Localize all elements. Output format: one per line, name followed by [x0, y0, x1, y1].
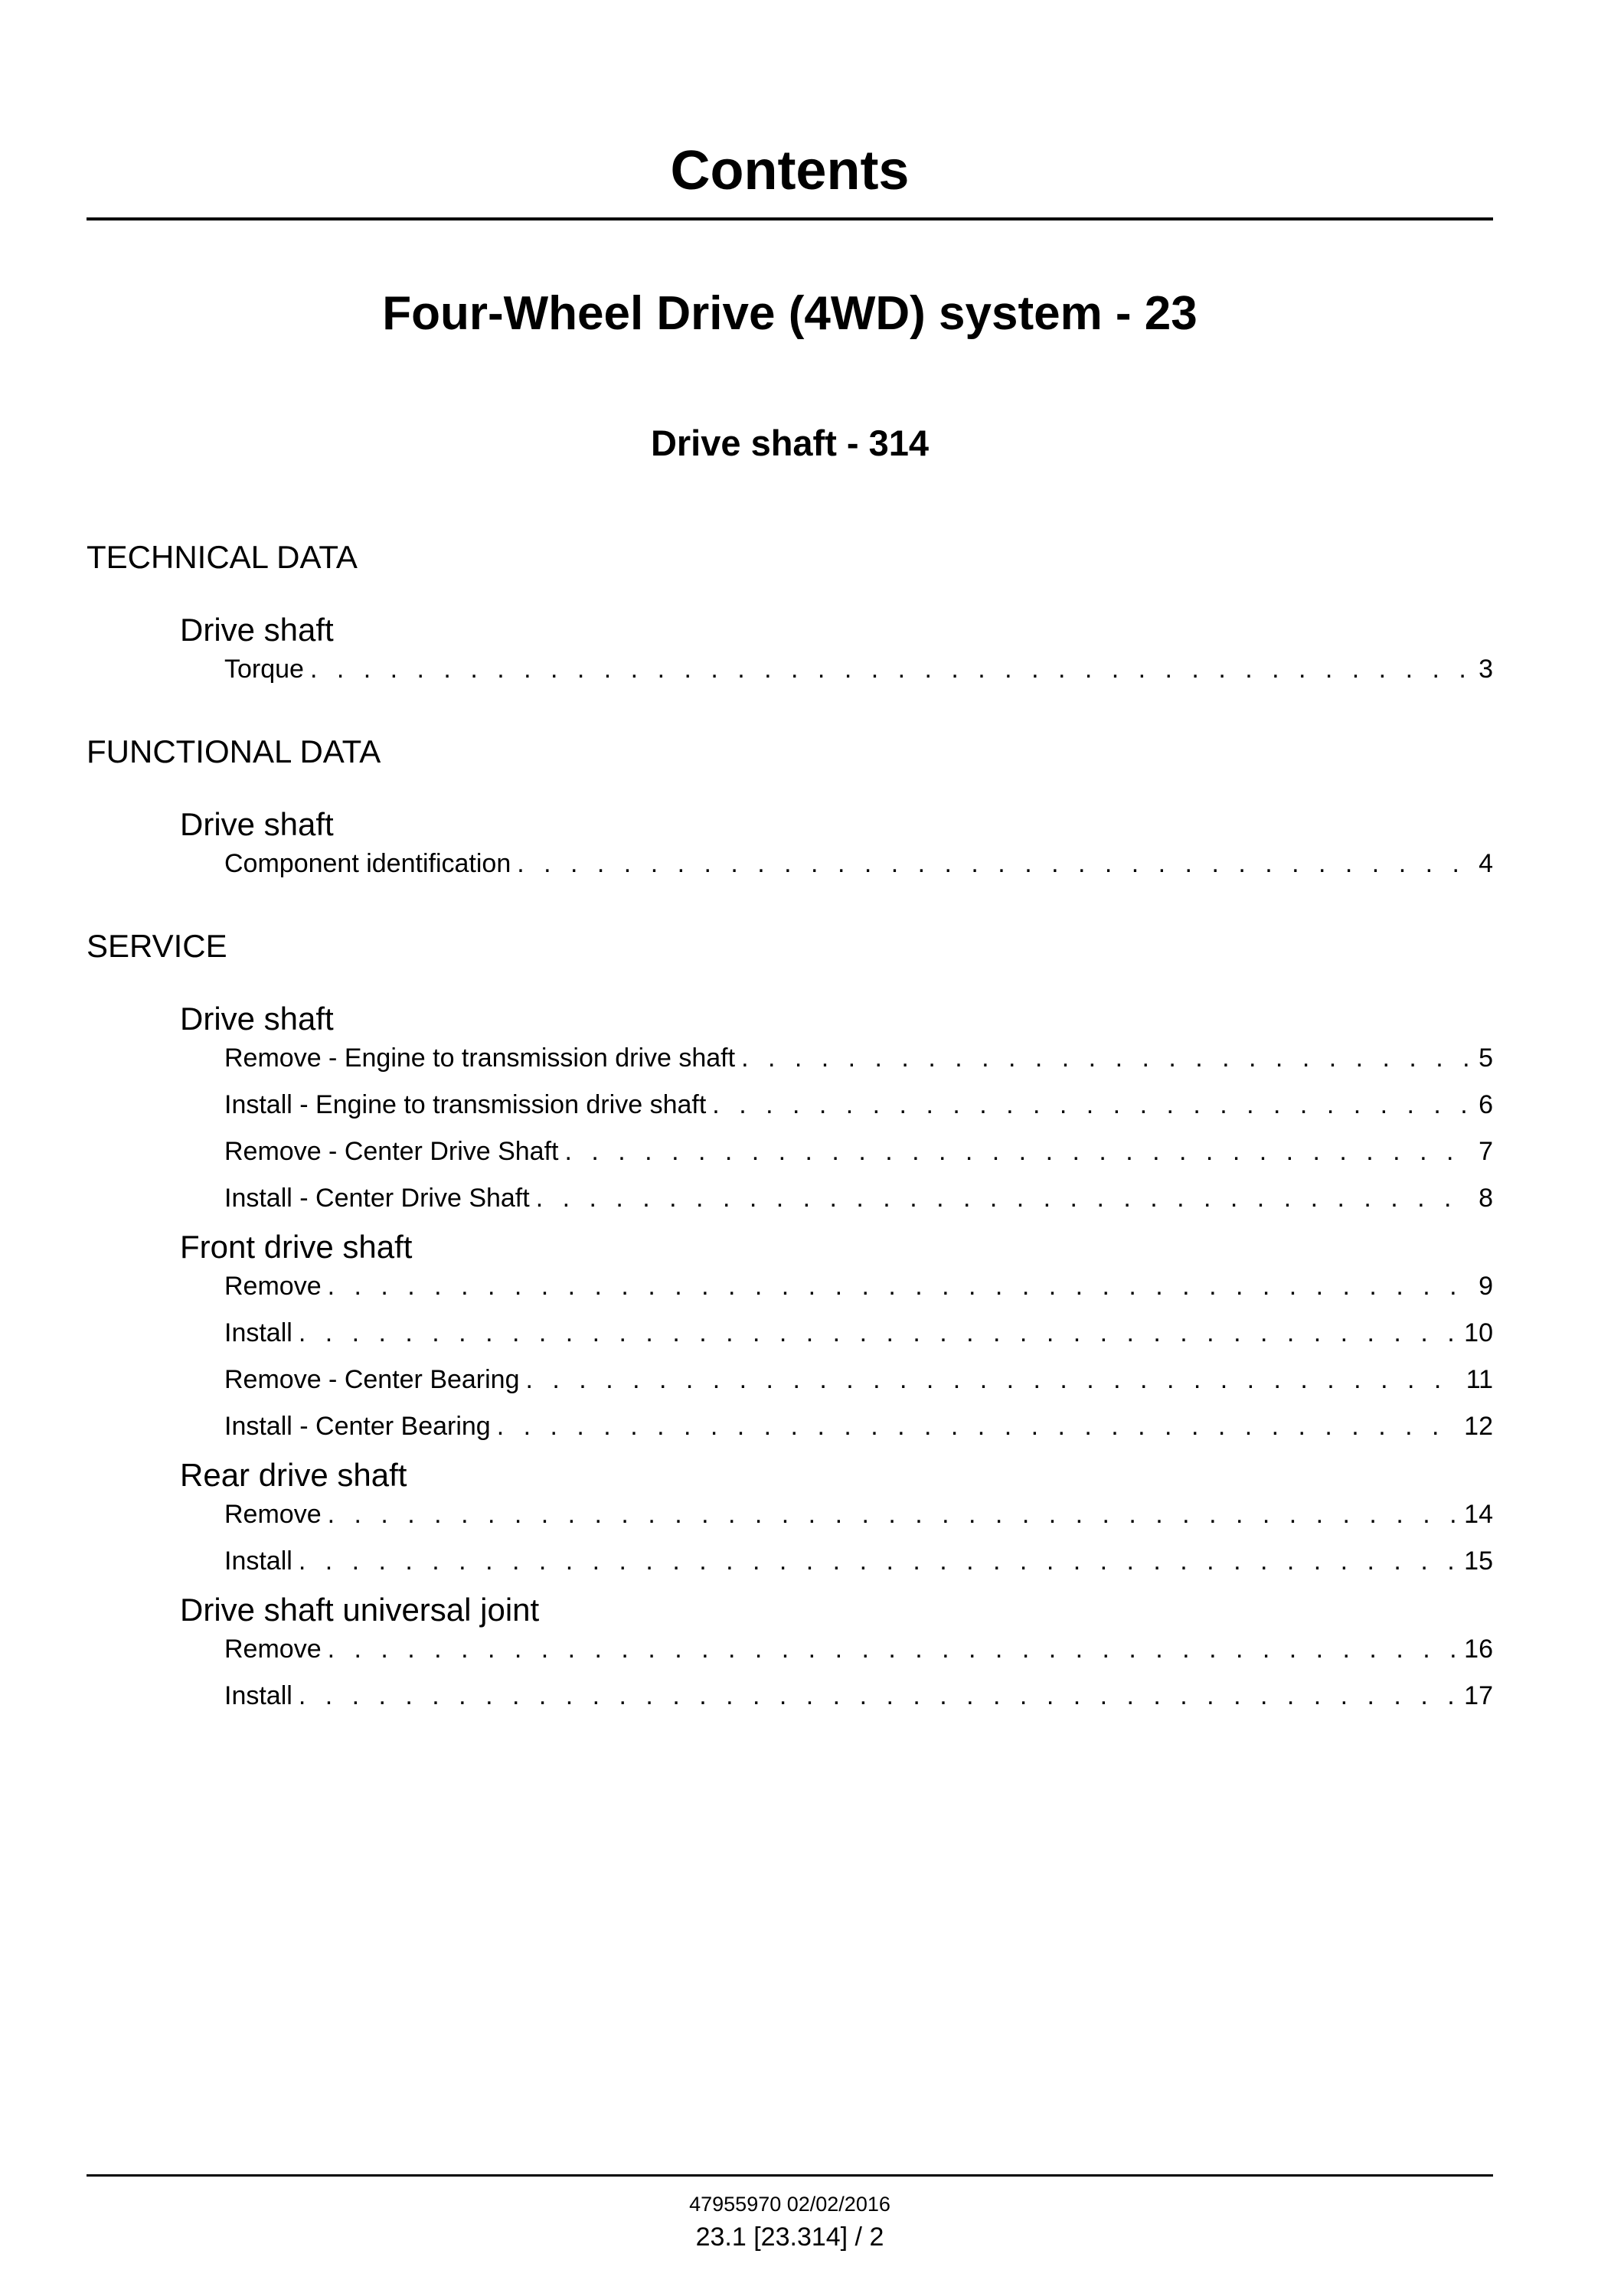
toc-entry[interactable] — [87, 1408, 1493, 1445]
toc-entry[interactable] — [87, 1543, 1493, 1579]
toc-entry-label: Install - Center Bearing — [224, 1412, 491, 1441]
dot-leader — [299, 1315, 1458, 1351]
toc-entry-label: Remove — [224, 1635, 322, 1664]
toc-entry-label: Component identification — [224, 849, 511, 878]
toc-group-heading: Front drive shaft — [180, 1229, 413, 1265]
toc-group-heading: Drive shaft universal joint — [180, 1592, 540, 1628]
toc-entry[interactable] — [87, 1133, 1493, 1170]
toc-entry-page: 17 — [1464, 1681, 1493, 1710]
dot-leader — [517, 845, 1472, 882]
toc-entry-label: Install - Center Drive Shaft — [224, 1184, 530, 1213]
toc-category-functional-data: FUNCTIONAL DATA — [87, 733, 381, 769]
toc-entry-page: 9 — [1479, 1272, 1493, 1301]
toc-entry-label: Remove — [224, 1272, 322, 1301]
dot-leader — [328, 1268, 1472, 1305]
section-title: Drive shaft - 314 — [650, 423, 930, 463]
footer-document-id: 47955970 02/02/2016 — [689, 2193, 890, 2216]
toc-entry[interactable] — [87, 651, 1493, 687]
toc-entry-label: Remove — [224, 1500, 322, 1529]
toc-entry-page: 15 — [1464, 1546, 1493, 1576]
title-divider — [87, 217, 1493, 220]
dot-leader — [536, 1180, 1472, 1217]
toc-entry-label: Install - Engine to transmission drive shaft — [224, 1090, 707, 1119]
toc-entry-page: 6 — [1479, 1090, 1493, 1119]
toc-entry[interactable] — [87, 1040, 1493, 1076]
toc-entry-label: Remove - Center Drive Shaft — [224, 1137, 559, 1166]
toc-entry-page: 16 — [1464, 1635, 1493, 1664]
toc-entry-page: 11 — [1466, 1365, 1493, 1394]
toc-entry[interactable] — [87, 1361, 1493, 1398]
toc-group-heading: Rear drive shaft — [180, 1457, 407, 1493]
toc-entry[interactable] — [87, 1677, 1493, 1714]
toc-entry[interactable] — [87, 1268, 1493, 1305]
dot-leader — [497, 1408, 1458, 1445]
dot-leader — [328, 1496, 1459, 1533]
toc-entry-page: 12 — [1464, 1412, 1493, 1441]
toc-group — [87, 998, 1493, 1217]
toc-entry[interactable] — [87, 1315, 1493, 1351]
toc-group — [87, 1226, 1493, 1445]
toc-entry-page: 5 — [1479, 1043, 1493, 1073]
toc-group — [87, 1455, 1493, 1579]
dot-leader — [310, 651, 1472, 687]
toc-entry[interactable] — [87, 1496, 1493, 1533]
toc-entry-page: 10 — [1464, 1318, 1493, 1347]
chapter-title: Four-Wheel Drive (4WD) system - 23 — [382, 287, 1198, 340]
toc-entry[interactable] — [87, 1631, 1493, 1667]
toc-entry-page: 4 — [1479, 849, 1493, 878]
toc-entry[interactable] — [87, 845, 1493, 882]
toc-group-heading: Drive shaft — [180, 612, 334, 648]
toc-group — [87, 1589, 1493, 1714]
toc-entry-label: Remove - Engine to transmission drive shaft — [224, 1043, 736, 1073]
toc-entry-page: 14 — [1464, 1500, 1493, 1529]
toc-group-heading: Drive shaft — [180, 806, 334, 842]
toc-entry-label: Install — [224, 1681, 292, 1710]
dot-leader — [526, 1361, 1460, 1398]
toc-entry[interactable] — [87, 1180, 1493, 1217]
toc-entry-label: Remove - Center Bearing — [224, 1365, 520, 1394]
dot-leader — [712, 1086, 1472, 1123]
toc-category-service: SERVICE — [87, 928, 227, 964]
dot-leader — [299, 1543, 1458, 1579]
table-of-contents — [87, 536, 1493, 1724]
footer-divider — [87, 2174, 1493, 2177]
footer-page-reference: 23.1 [23.314] / 2 — [695, 2223, 884, 2252]
page-title: Contents — [670, 140, 910, 201]
toc-category-technical-data: TECHNICAL DATA — [87, 539, 358, 575]
toc-group-heading: Drive shaft — [180, 1001, 334, 1037]
toc-entry[interactable] — [87, 1086, 1493, 1123]
dot-leader — [299, 1677, 1458, 1714]
toc-entry-page: 3 — [1479, 655, 1493, 684]
toc-entry-label: Torque — [224, 655, 304, 684]
toc-entry-page: 7 — [1479, 1137, 1493, 1166]
dot-leader — [328, 1631, 1459, 1667]
toc-entry-page: 8 — [1479, 1184, 1493, 1213]
dot-leader — [741, 1040, 1472, 1076]
toc-group — [87, 609, 1493, 687]
dot-leader — [565, 1133, 1473, 1170]
toc-entry-label: Install — [224, 1546, 292, 1576]
toc-entry-label: Install — [224, 1318, 292, 1347]
toc-group — [87, 804, 1493, 882]
